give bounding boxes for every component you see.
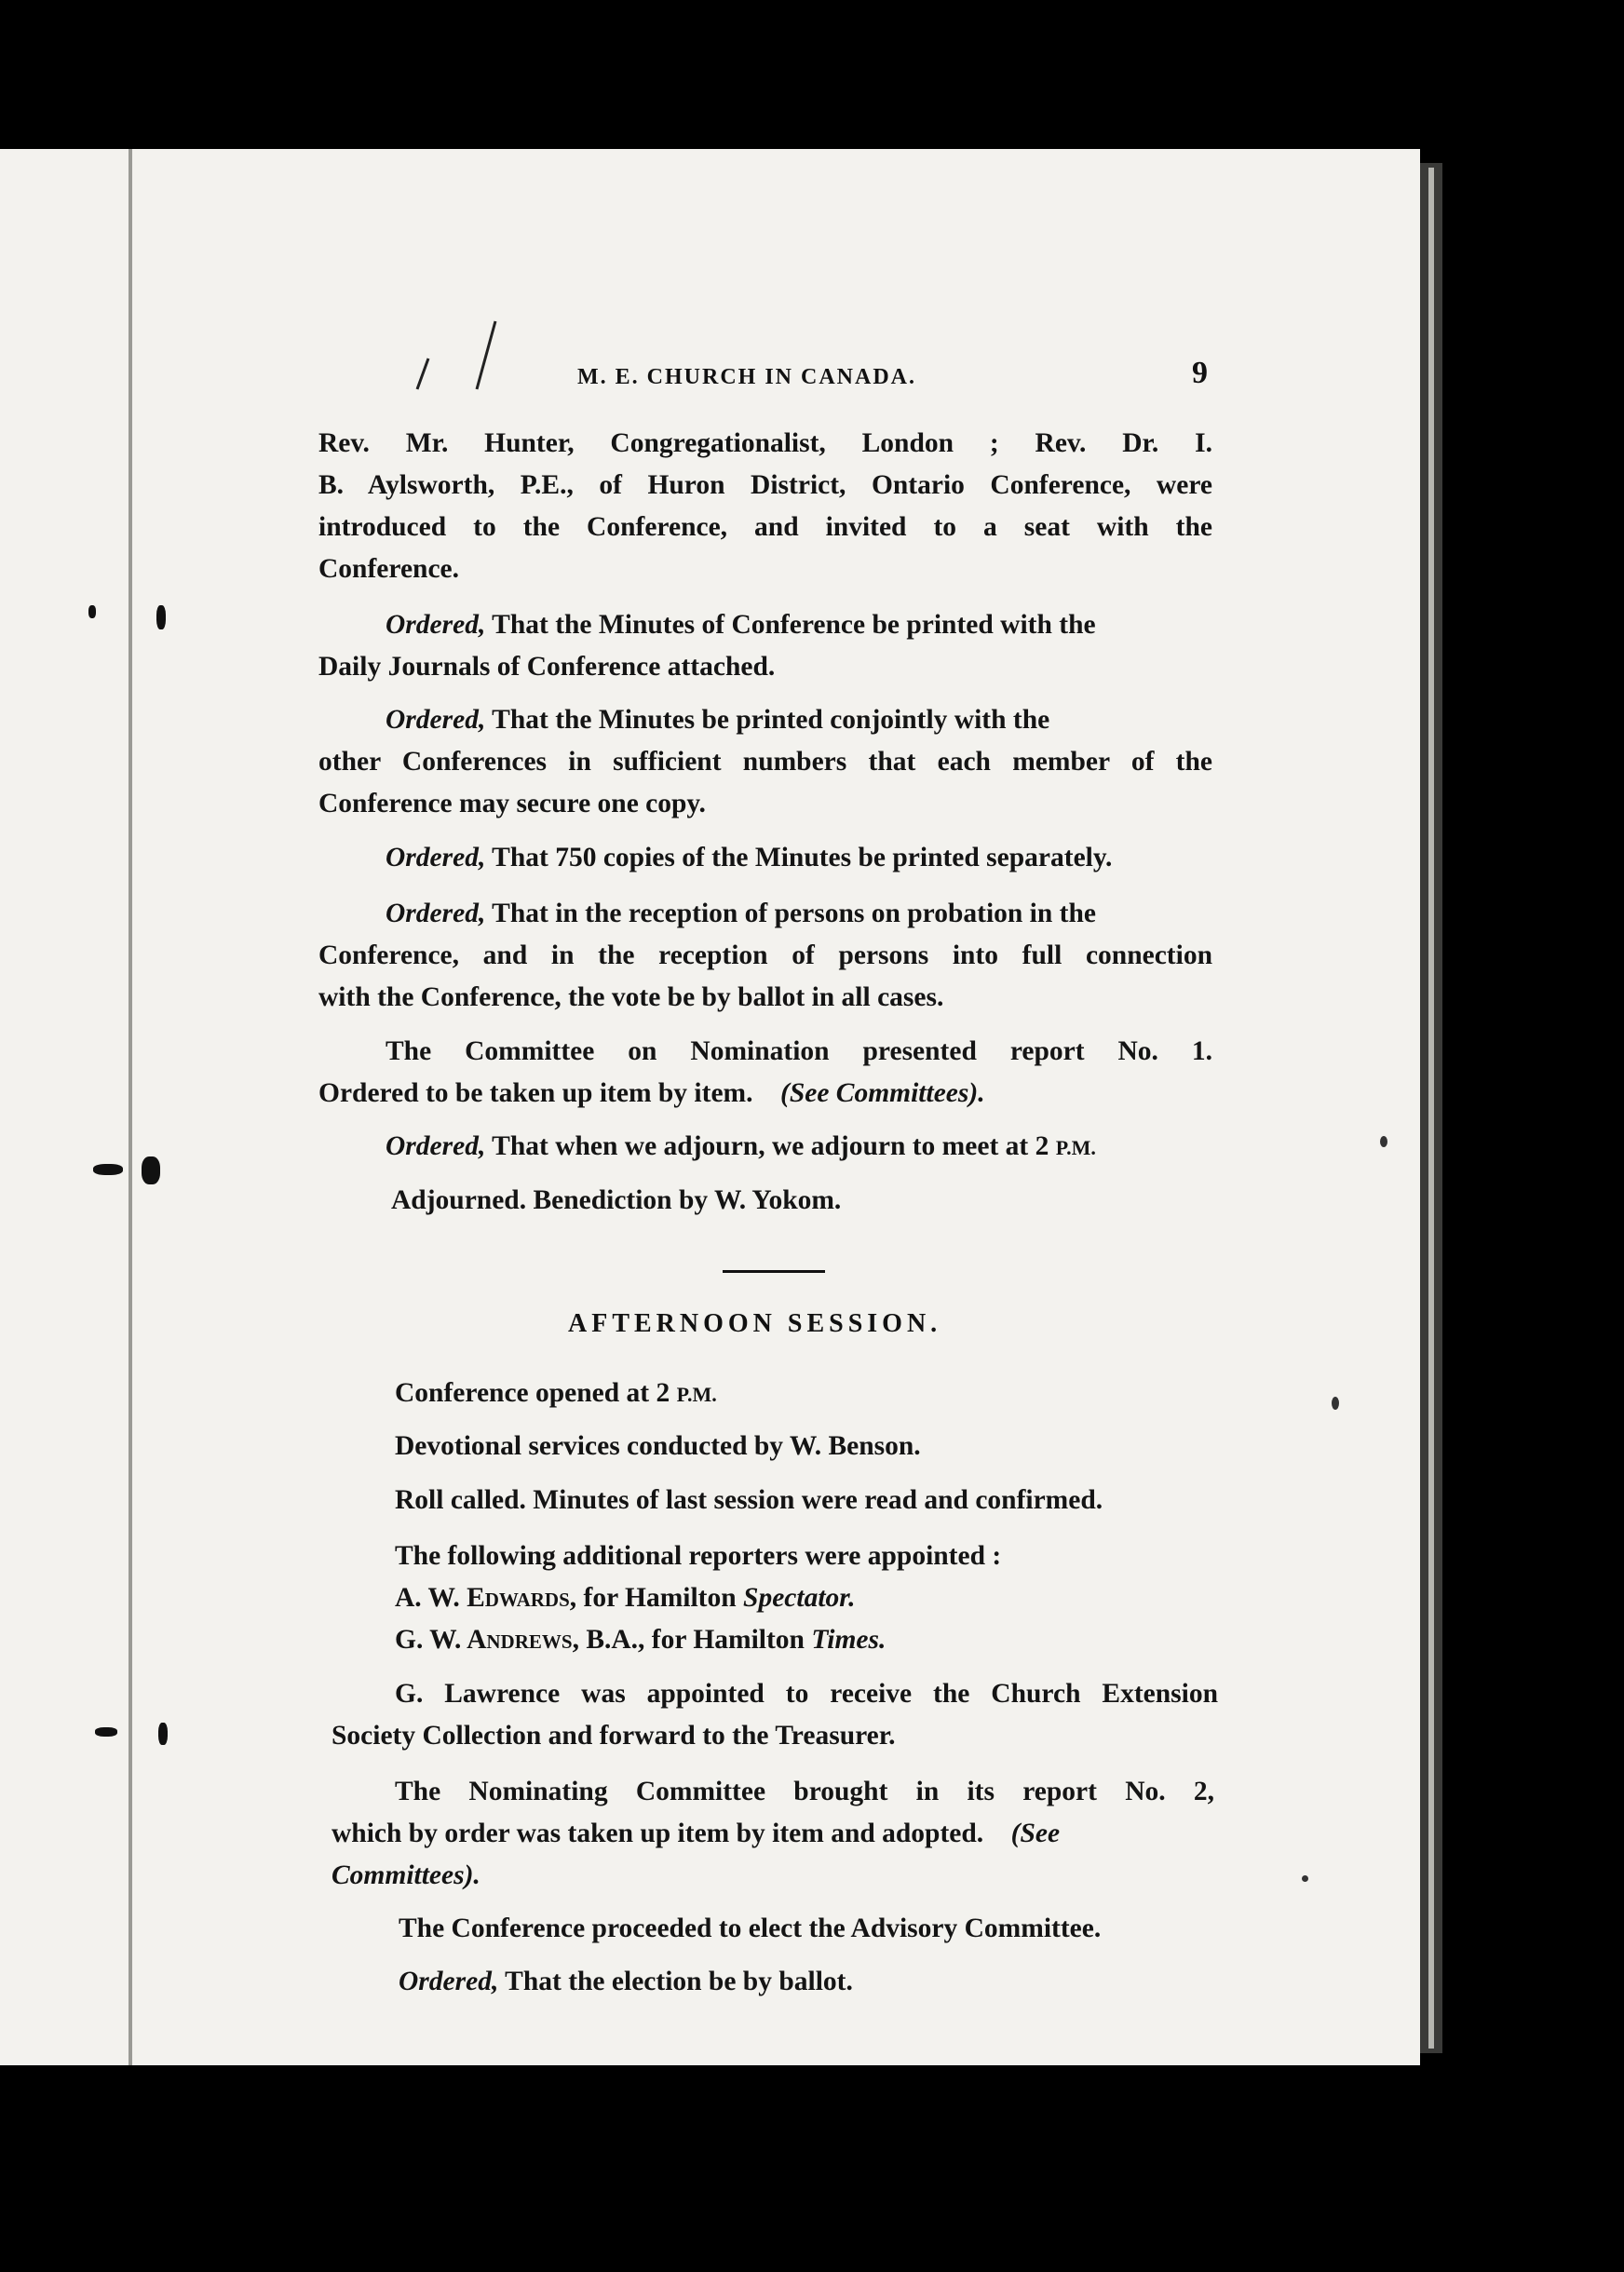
text-line: introduced to the Conference, and invited to a seat with the	[318, 512, 1212, 542]
text-line: with the Conference, the vote be by ballot in all cases.	[318, 982, 944, 1012]
text-line	[332, 1819, 1060, 1849]
text-line: Society Collection and forward to the Treasurer.	[332, 1721, 896, 1751]
text-line: Adjourned. Benediction by W. Yokom.	[391, 1185, 842, 1215]
text-span: That in the reception of persons on probation in the	[492, 899, 1096, 928]
text-span: That 750 copies of the Minutes be printed separately.	[492, 843, 1113, 872]
see-committees: (See	[1010, 1819, 1061, 1848]
text-span: Ordered to be taken up item by item.	[318, 1078, 753, 1108]
text-line: Rev. Mr. Hunter, Congregationalist, London ; Rev. Dr. I.	[318, 428, 1212, 458]
text-line	[395, 1378, 717, 1409]
ordered-label: Ordered,	[386, 610, 486, 640]
newspaper-name: Spectator.	[743, 1583, 856, 1613]
text-line: other Conferences in sufficient numbers that each member of the	[318, 747, 1212, 777]
reporter-name: A. W. Edwards,	[395, 1583, 577, 1613]
text-line: Conference.	[318, 554, 460, 584]
text-line: The following additional reporters were appointed :	[395, 1541, 1002, 1571]
page-number: 9	[1192, 356, 1208, 390]
text-span: for Hamilton	[583, 1583, 737, 1613]
text-line: Daily Journals of Conference attached.	[318, 652, 776, 682]
text-span: Conference opened at 2	[395, 1378, 670, 1408]
text-span: That the election be by ballot.	[505, 1967, 853, 1996]
see-committees: Committees).	[332, 1860, 480, 1890]
text-line: G. Lawrence was appointed to receive the Church Extension	[395, 1679, 1218, 1709]
text-line: The Committee on Nomination presented report No. 1.	[386, 1036, 1212, 1066]
ordered-label: Ordered,	[399, 1967, 499, 1996]
text-span: That the Minutes of Conference be printed with the	[492, 610, 1096, 640]
text-span: B.A., for Hamilton	[586, 1625, 805, 1655]
text-line: Roll called. Minutes of last session were read and confirmed.	[395, 1485, 1103, 1515]
running-head: M. E. CHURCH IN CANADA.	[577, 365, 916, 389]
reporter-name: G. W. Andrews,	[395, 1625, 579, 1655]
text-span: That when we adjourn, we adjourn to meet at 2	[492, 1131, 1049, 1161]
ordered-label: Ordered,	[386, 1131, 486, 1161]
text-line: Devotional services conducted by W. Benson.	[395, 1431, 921, 1461]
section-heading: AFTERNOON SESSION.	[568, 1309, 942, 1338]
ordered-label: Ordered,	[386, 843, 486, 872]
text-line: The Conference proceeded to elect the Advisory Committee.	[399, 1914, 1102, 1943]
text-line	[395, 1625, 886, 1656]
text-line	[332, 1860, 480, 1891]
text-span: That the Minutes be printed conjointly with the	[492, 705, 1050, 735]
text-line: Conference may secure one copy.	[318, 789, 706, 818]
text-line	[395, 1583, 856, 1614]
time-suffix: P.M.	[1055, 1136, 1096, 1159]
newspaper-name: Times.	[811, 1625, 886, 1655]
text-line	[399, 1967, 853, 1997]
text-line: B. Aylsworth, P.E., of Huron District, Ontario Conference, were	[318, 470, 1212, 500]
text-line: Conference, and in the reception of persons into full connection	[318, 940, 1212, 970]
ordered-label: Ordered,	[386, 899, 486, 928]
ordered-label: Ordered,	[386, 705, 486, 735]
see-committees: (See Committees).	[780, 1078, 985, 1108]
time-suffix: P.M.	[676, 1383, 717, 1406]
text-line: The Nominating Committee brought in its report No. 2,	[395, 1777, 1214, 1806]
text-span: which by order was taken up item by item and adopted.	[332, 1819, 984, 1848]
